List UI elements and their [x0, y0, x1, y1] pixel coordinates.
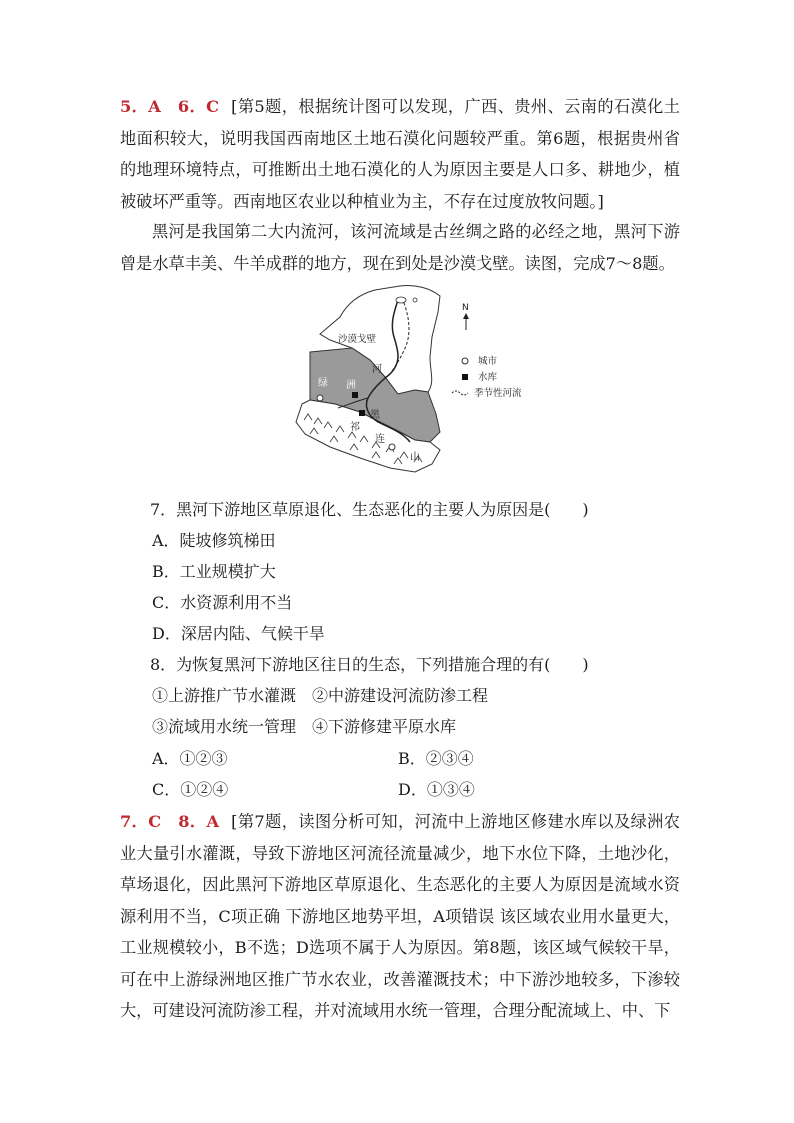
label-oasis-lv: 绿: [318, 378, 328, 389]
intro-paragraph: 黑河是我国第二大内流河，该河流域是古丝绸之路的必经之地，黑河下游曾是水草丰美、牛羊成群的地方，现在到处是沙漠戈壁。读图，完成7～8题。: [120, 222, 680, 273]
svg-text:N: N: [462, 303, 469, 313]
map-legend: [452, 355, 522, 399]
question-8-statements-2: ③流域用水统一管理 ④下游修建平原水库: [152, 717, 457, 736]
label-qilian-qi: 祁: [350, 422, 360, 433]
label-qilian-lian: 连: [375, 434, 385, 445]
question-7-option-a: A．陡坡修筑梯田: [152, 531, 276, 550]
explanation-7-8: [第7题，读图分析可知，河流中上游地区修建水库以及绿洲农业大量引水灌溉，导致下游地区河流径流量减少，地下水位下降，土地沙化，草场退化，因此黑河下游地区草原退化、生态恶化的主要人为原因是流域水资源利用不当，C项正确 下游地区地势平坦，A项错误 该区域农业用水量更大，工业规模较小，B不选；D选项不属于人为原因。第8题，该区域气候较干旱，可在中上游绿洲地区推广节水农业，改善灌溉技术；中下游沙地较多，下渗较大，可建设河流防渗工程，并对流域用水统一管理，合理分配流域上、中、下: [120, 812, 680, 1020]
question-8-statements-1: ①上游推广节水灌溉 ②中游建设河流防渗工程: [152, 686, 489, 705]
answer-key-7-8: 7．C 8．A: [120, 812, 220, 831]
label-qilian-shan: 山: [410, 452, 420, 463]
answer-key-5-6: 5．A 6．C: [120, 97, 220, 116]
north-arrow: [462, 303, 469, 330]
question-7-stem: 7．黑河下游地区草原退化、生态恶化的主要人为原因是( ): [150, 500, 589, 519]
question-7-option-d: D．深居内陆、气候干旱: [152, 624, 325, 643]
heihe-basin-map: [290, 282, 540, 480]
label-river-hei: 黑: [370, 410, 380, 421]
answer-7-8-paragraph: [120, 806, 680, 1027]
answer-5-6-paragraph: [120, 91, 680, 217]
question-8-option-b: B．②③④: [398, 749, 474, 768]
question-7-option-c: C．水资源利用不当: [152, 593, 293, 612]
label-desert: 沙漠戈壁: [338, 334, 377, 345]
legend-seasonal-river-label: 季节性河流: [474, 388, 522, 399]
explanation-5-6: [第5题，根据统计图可以发现，广西、贵州、云南的石漠化土地面积较大，说明我国西南地区土地石漠化问题较严重。第6题，根据贵州省的地理环境特点，可推断出土地石漠化的人为原因主要是人口多、耕地少，植被破坏严重等。西南地区农业以种植业为主，不存在过度放牧问题。]: [120, 97, 680, 211]
question-8-option-a: A．①②③: [152, 749, 228, 768]
question-8-option-d: D．①③④: [398, 780, 475, 799]
question-8-option-c: C．①②④: [152, 780, 229, 799]
legend-reservoir-label: 水库: [478, 372, 498, 383]
label-river-he: 河: [372, 364, 382, 375]
question-8-stem: 8．为恢复黑河下游地区往日的生态，下列措施合理的有( ): [150, 655, 589, 674]
label-oasis-zhou: 洲: [346, 380, 356, 391]
question-7-option-b: B．工业规模扩大: [152, 562, 276, 581]
legend-city-label: 城市: [478, 356, 498, 367]
